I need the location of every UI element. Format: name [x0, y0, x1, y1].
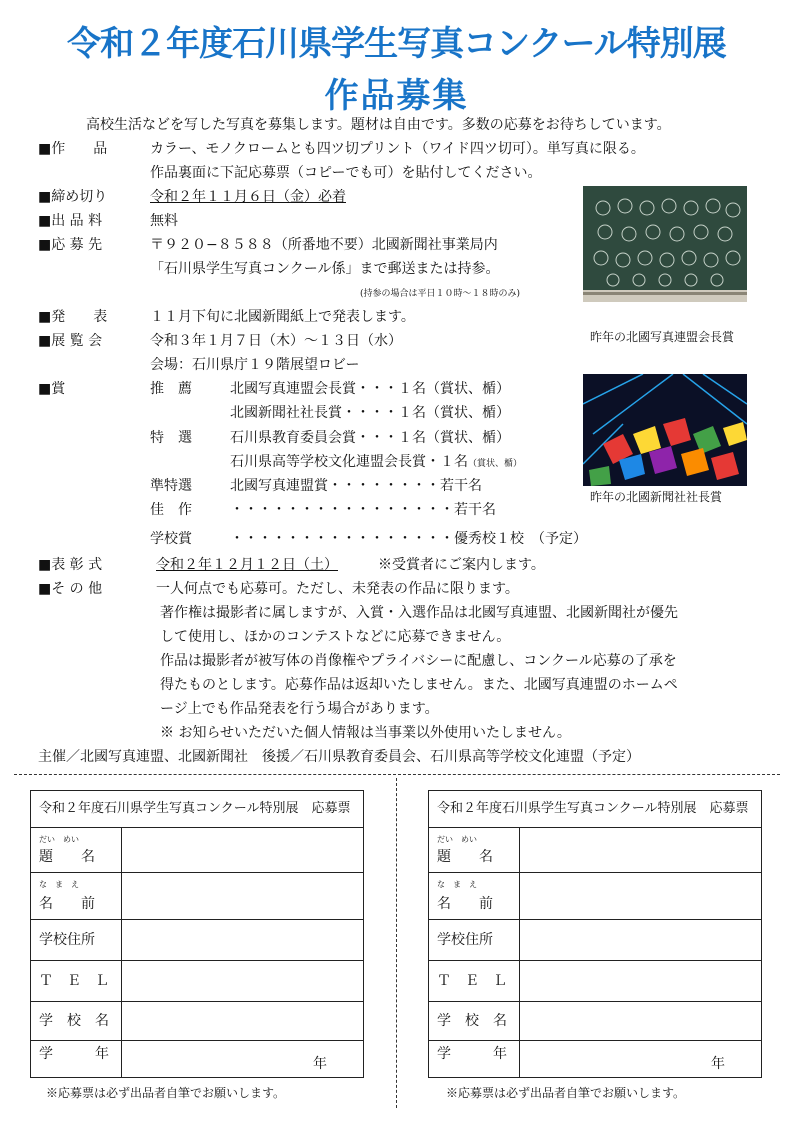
sponsor-text: 主催／北國写真連盟、北國新聞社 後援／石川県教育委員会、石川県高等学校文化連盟（予定）: [38, 749, 640, 765]
address-field[interactable]: [122, 920, 363, 960]
daimei-field[interactable]: [520, 828, 761, 872]
address-label: 学校住所: [39, 932, 95, 948]
label-shimekiri: ■締め切り: [38, 189, 108, 205]
form-row-daimei: [429, 828, 761, 873]
namae-ruby: な ま え: [39, 880, 79, 889]
form-row-school: [429, 1002, 761, 1041]
label-sonota: ■そ の 他: [38, 581, 103, 597]
form-footnote-left: ※応募票は必ず出品者自筆でお願いします。: [46, 1086, 286, 1100]
grade-label: 学 年: [39, 1046, 109, 1062]
school-field[interactable]: [122, 1002, 363, 1040]
gakkosho-value: ・・・・・・・・・・・・・・・・優秀校１校 （予定）: [230, 531, 587, 547]
daimei-ruby: だい めい: [39, 835, 79, 844]
cut-line-horizontal: [14, 774, 780, 775]
form-row-daimei: [31, 828, 363, 873]
cut-line-vertical: [396, 778, 397, 1108]
form-header: 令和２年度石川県学生写真コンクール特別展 応募票: [429, 791, 761, 828]
tokusen-1: 石川県教育委員会賞・・・１名（賞状、楯）: [230, 430, 510, 446]
namae-field[interactable]: [122, 873, 363, 919]
juntokusen-label: 準特選: [150, 478, 192, 494]
school-label: 学 校 名: [437, 1013, 507, 1029]
photo2-caption: 昨年の北國新聞社社長賞: [590, 490, 723, 504]
form-header: 令和２年度石川県学生写真コンクール特別展 応募票: [31, 791, 363, 828]
label-tenrankai: ■展 覧 会: [38, 333, 103, 349]
gakkosho-label: 学校賞: [150, 531, 192, 547]
sonota-line1: 一人何点でも応募可。ただし、未発表の作品に限ります。: [156, 581, 519, 597]
form-footnote-right: ※応募票は必ず出品者自筆でお願いします。: [446, 1086, 686, 1100]
suisen-label: 推 薦: [150, 381, 192, 397]
label-hyoshoshiki: ■表 彰 式: [38, 557, 103, 573]
juntokusen-value: 北國写真連盟賞・・・・・・・・若干名: [230, 478, 482, 494]
obosaki-line2: 「石川県学生写真コンクール係」まで郵送または持参。: [150, 261, 500, 277]
umbrellas-photo: [583, 374, 747, 486]
tokusen-label: 特 選: [150, 430, 192, 446]
form-row-grade: [429, 1041, 761, 1077]
form-row-namae: [31, 873, 363, 920]
obosaki-note: (持参の場合は平日１０時〜１８時のみ): [360, 289, 521, 299]
entry-form-right: [428, 790, 762, 1078]
form-row-address: [429, 920, 761, 961]
label-sho: ■賞: [38, 381, 66, 397]
grade-field[interactable]: [122, 1041, 363, 1077]
sonota-line6: ージ上でも作品発表を行う場合があります。: [160, 701, 439, 717]
happyo-value: １１月下旬に北國新聞紙上で発表します。: [150, 309, 415, 325]
form-row-address: [31, 920, 363, 961]
namae-label: 名 前: [39, 896, 95, 912]
intro-text: 高校生活などを写した写真を募集します。題材は自由です。多数の応募をお待ちしています。: [86, 117, 671, 133]
sakuhin-line2: 作品裏面に下記応募票（コピーでも可）を貼付してください。: [150, 165, 542, 181]
namae-ruby: な ま え: [437, 880, 477, 889]
chalkboard-photo: [583, 186, 747, 302]
tel-label: Ｔ Ｅ Ｌ: [437, 973, 507, 989]
grade-label: 学 年: [437, 1046, 507, 1062]
shimekiri-value: 令和２年１１月６日（金）必着: [150, 189, 346, 205]
form-row-school: [31, 1002, 363, 1041]
tenrankai-line2: 会場：石川県庁１９階展望ロビー: [150, 357, 360, 373]
grade-unit: 年: [313, 1056, 327, 1072]
grade-field[interactable]: [520, 1041, 761, 1077]
kasaku-label: 佳 作: [150, 502, 192, 518]
tokusen-2: [230, 453, 522, 473]
label-sakuhin: ■作 品: [38, 141, 108, 157]
label-happyo: ■発 表: [38, 309, 108, 325]
tel-label: Ｔ Ｅ Ｌ: [39, 973, 109, 989]
tokusen-2-note: （賞状、楯）: [468, 459, 523, 469]
obosaki-line1: 〒９２０−８５８８（所番地不要）北國新聞社事業局内: [150, 237, 498, 253]
school-label: 学 校 名: [39, 1013, 109, 1029]
grade-unit: 年: [711, 1056, 725, 1072]
sonota-line5: 得たものとします。応募作品は返却いたしません。また、北國写真連盟のホームペ: [160, 677, 678, 693]
suisen-1: 北國写真連盟会長賞・・・１名（賞状、楯）: [230, 381, 510, 397]
daimei-ruby: だい めい: [437, 835, 477, 844]
suisen-2: 北國新聞社社長賞・・・・１名（賞状、楯）: [230, 405, 510, 421]
label-obosaki: ■応 募 先: [38, 237, 103, 253]
page-title: 令和２年度石川県学生写真コンクール特別展: [67, 24, 726, 64]
form-row-tel: [429, 961, 761, 1002]
address-label: 学校住所: [437, 932, 493, 948]
form-row-tel: [31, 961, 363, 1002]
tokusen-2-main: 石川県高等学校文化連盟会長賞・１名: [230, 454, 468, 470]
sakuhin-line1: カラー、モノクロームとも四ツ切プリント（ワイド四ツ切可）。単写真に限る。: [150, 141, 645, 157]
label-shuppinryo: ■出 品 料: [38, 213, 103, 229]
kasaku-value: ・・・・・・・・・・・・・・・・若干名: [230, 502, 496, 518]
tenrankai-line1: 令和３年１月７日（木）〜１３日（水）: [150, 333, 402, 349]
namae-field[interactable]: [520, 873, 761, 919]
daimei-label: 題 名: [39, 849, 95, 865]
form-row-grade: [31, 1041, 363, 1077]
address-field[interactable]: [520, 920, 761, 960]
tel-field[interactable]: [122, 961, 363, 1001]
hyoshoshiki-value: 令和２年１２月１２日（土）: [156, 557, 338, 573]
form-row-namae: [429, 873, 761, 920]
sonota-line2: 著作権は撮影者に属しますが、入賞・入選作品は北國写真連盟、北國新聞社が優先: [160, 605, 678, 621]
page-subtitle: 作品募集: [324, 76, 469, 116]
tel-field[interactable]: [520, 961, 761, 1001]
namae-label: 名 前: [437, 896, 493, 912]
entry-form-left: [30, 790, 364, 1078]
sonota-line4: 作品は撮影者が被写体の肖像権やプライバシーに配慮し、コンクール応募の了承を: [160, 653, 677, 669]
photo1-caption: 昨年の北國写真連盟会長賞: [590, 330, 735, 344]
hyoshoshiki-note: ※受賞者にご案内します。: [378, 557, 545, 573]
shuppinryo-value: 無料: [150, 213, 178, 229]
sonota-line3: して使用し、ほかのコンテストなどに応募できません。: [160, 629, 511, 645]
daimei-field[interactable]: [122, 828, 363, 872]
sonota-line7: ※ お知らせいただいた個人情報は当事業以外使用いたしません。: [160, 725, 571, 741]
school-field[interactable]: [520, 1002, 761, 1040]
daimei-label: 題 名: [437, 849, 493, 865]
